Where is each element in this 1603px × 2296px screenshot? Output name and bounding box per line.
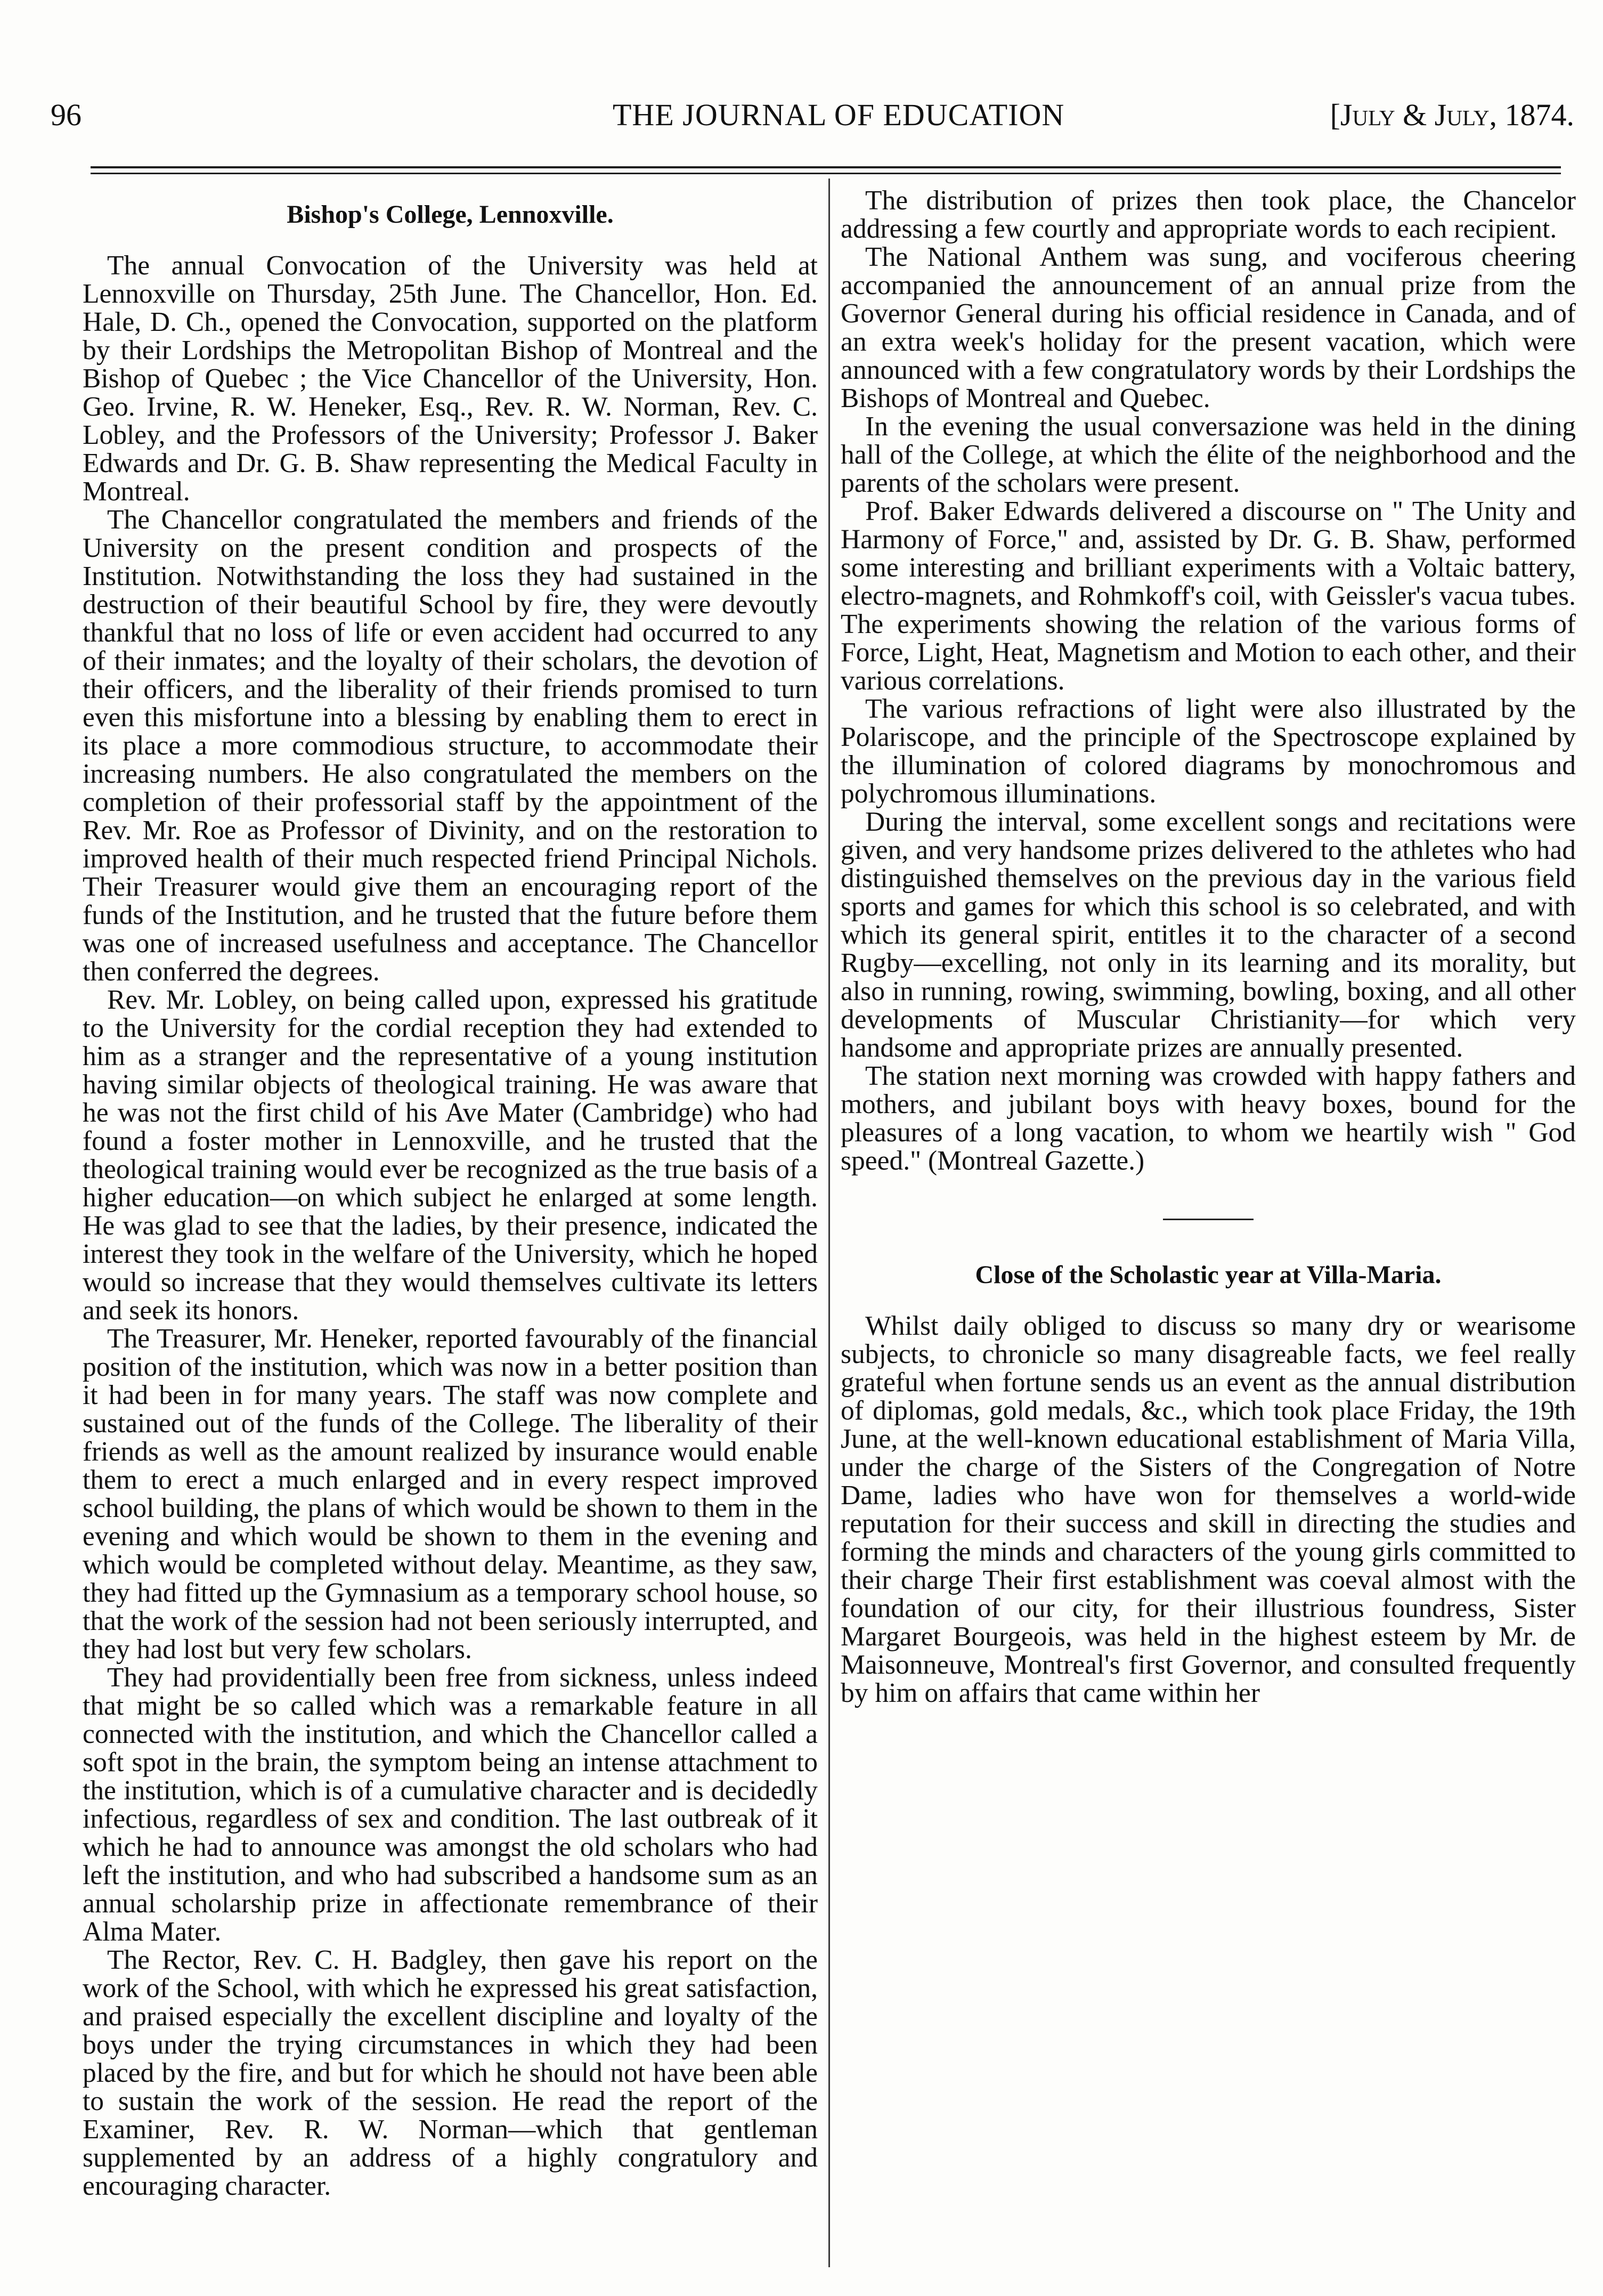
villa-maria-heading: Close of the Scholastic year at Villa-Maria. bbox=[975, 1261, 1442, 1289]
left-column bbox=[83, 186, 818, 2265]
right-column bbox=[841, 186, 1576, 2265]
bishops-paragraph-2: The Chancellor congratulated the members and friends of the University on the present condition and prospects of the Institution. Notwithstanding the loss they had sustained in the destruction of their beautiful School by fire, they were devoutly thankful that no loss of life or even accident had occurred to any of their inmates; and the loyalty of their scholars, the devotion of their officers, and the liberality of their friends promised to turn even this misfortune into a blessing by enabling them to erect in its place a more commodious structure, to accommodate their increasing numbers. He also congratulated the members on the completion of their professorial staff by the appointment of the Rev. Mr. Roe as Professor of Divinity, and on the restoration to improved health of their much respected friend Principal Nichols. Their Treasurer would give them an encouraging report of the funds of the Institution, and he trusted that the future before them was one of increased usefulness and acceptance. The Chancellor then conferred the degrees. bbox=[83, 505, 818, 987]
header-rule-top bbox=[91, 166, 1561, 168]
header-rule-bottom bbox=[91, 173, 1561, 174]
bishops-college-heading: Bishop's College, Lennoxville. bbox=[287, 200, 614, 229]
bishops-paragraph-6: The Rector, Rev. C. H. Badgley, then gave his report on the work of the School, with which he expressed his great satisfaction, and praised especially the excellent discipline and loyalty of the boys under the trying circumstances in which they had been placed by the fire, and but for which he should not have been able to sustain the work of the session. He read the report of the Examiner, Rev. R. W. Norman—which that gentleman supplemented by an address of a highly congratulory and encouraging character. bbox=[83, 1945, 818, 2201]
bishops-paragraph-10: Prof. Baker Edwards delivered a discourse on " The Unity and Harmony of Force," and, assisted by Dr. G. B. Shaw, performed some interesting and brilliant experiments with a Voltaic battery, electro-magnets, and Rohmkoff's coil, with Geissler's vacua tubes. The experiments showing the relation of the various forms of Force, Light, Heat, Magnetism and Motion to each other, and their various correlations. bbox=[841, 496, 1576, 696]
bishops-paragraph-11: The various refractions of light were also illustrated by the Polariscope, and the principle of the Spectroscope explained by the illumination of colored diagrams by monochromous and polychromous illuminations. bbox=[841, 694, 1576, 809]
section-divider bbox=[1163, 1219, 1254, 1220]
bishops-paragraph-7: The distribution of prizes then took place, the Chancelor addressing a few courtly and appropriate words to each recipient. bbox=[841, 186, 1576, 244]
bishops-paragraph-3: Rev. Mr. Lobley, on being called upon, expressed his gratitude to the University for the cordial reception they had extended to him as a stranger and the representative of a young institution having similar objects of theological training. He was aware that he was not the first child of his Ave Mater (Cambridge) who had found a foster mother in Lennoxville, and he trusted that the theological training would ever be recognized as the true basis of a higher education—on which subject he enlarged at some length. He was glad to see that the ladies, by their presence, indicated the interest they took in the welfare of the University, which he hoped would so increase that they would themselves cultivate its letters and seek its honors. bbox=[83, 985, 818, 1326]
bishops-paragraph-9: In the evening the usual conversazione was held in the dining hall of the College, at which the élite of the neighborhood and the parents of the scholars were present. bbox=[841, 411, 1576, 498]
bishops-paragraph-5: They had providentially been free from sickness, unless indeed that might be so called which was a remarkable feature in all connected with the institution, and which the Chancellor called a soft spot in the brain, the symptom being an intense attachment to the institution, which is of a cumulative character and is decidedly infectious, regardless of sex and condition. The last outbreak of it which he had to announce was amongst the old scholars who had left the institution, and who had subscribed a handsome sum as an annual scholarship prize in affectionate remembrance of their Alma Mater. bbox=[83, 1662, 818, 1947]
bishops-paragraph-4: The Treasurer, Mr. Heneker, reported favourably of the financial position of the institution, which was now in a better position than it had been in for many years. The staff was now complete and sustained out of the funds of the College. The liberality of their friends as well as the amount realized by insurance would enable them to erect a much enlarged and in every respect improved school building, the plans of which would be shown to them in the evening and which would be shown to them in the evening and which would be completed without delay. Meantime, as they saw, they had fitted up the Gymnasium as a temporary school house, so that the work of the session had not been seriously interrupted, and they had lost but very few scholars. bbox=[83, 1324, 818, 1665]
column-divider bbox=[828, 179, 830, 2267]
running-head bbox=[51, 94, 1574, 136]
bishops-paragraph-1: The annual Convocation of the University was held at Lennoxville on Thursday, 25th June. The Chancellor, Hon. Ed. Hale, D. Ch., opened the Convocation, supported on the platform by their Lordships the Metropolitan Bishop of Montreal and the Bishop of Quebec ; the Vice Chancellor of the University, Hon. Geo. Irvine, R. W. Heneker, Esq., Rev. R. W. Norman, Rev. C. Lobley, and the Professors of the University; Professor J. Baker Edwards and Dr. G. B. Shaw representing the Medical Faculty in Montreal. bbox=[83, 250, 818, 507]
bishops-paragraph-12: During the interval, some excellent songs and recitations were given, and very handsome prizes delivered to the athletes who had distinguished themselves on the previous day in the various field sports and games for which this school is so celebrated, and with which its general spirit, entitles it to the character of a second Rugby—excelling, not only in its learning and its morality, but also in running, rowing, swimming, bowling, boxing, and all other developments of Muscular Christianity—for which very handsome and appropriate prizes are annually presented. bbox=[841, 807, 1576, 1063]
bishops-paragraph-8: The National Anthem was sung, and vociferous cheering accompanied the announcement of an annual prize from the Governor General during his official residence in Canada, and of an extra week's holiday for the present vacation, which were announced with a few congratulatory words by their Lordships the Bishops of Montreal and Quebec. bbox=[841, 242, 1576, 413]
journal-title: THE JOURNAL OF EDUCATION bbox=[613, 98, 1065, 132]
villa-maria-paragraph-1: Whilst daily obliged to discuss so many dry or wearisome subjects, to chronicle so many disagreable facts, we feel really grateful when fortune sends us an event as the annual distribution of diplomas, gold medals, &c., which took place Friday, the 19th June, at the well-known educational establishment of Maria Villa, under the charge of the Sisters of the Congregation of Notre Dame, ladies who have won for themselves a world-wide reputation for their success and skill in directing the studies and forming the minds and characters of the young girls committed to their charge Their first establishment was coeval almost with the foundation of our city, for their illustrious foundress, Sister Margaret Bourgeois, was held in the highest esteem by Mr. de Maisonneuve, Montreal's first Governor, and consulted frequently by him on affairs that came within her bbox=[841, 1311, 1576, 1708]
bishops-paragraph-13: The station next morning was crowded with happy fathers and mothers, and jubilant boys with heavy boxes, bound for the pleasures of a long vacation, to whom we heartily wish " God speed." (Montreal Gazette.) bbox=[841, 1061, 1576, 1176]
page-number: 96 bbox=[51, 98, 82, 132]
issue-date: [July & July, 1874. bbox=[1330, 98, 1574, 132]
